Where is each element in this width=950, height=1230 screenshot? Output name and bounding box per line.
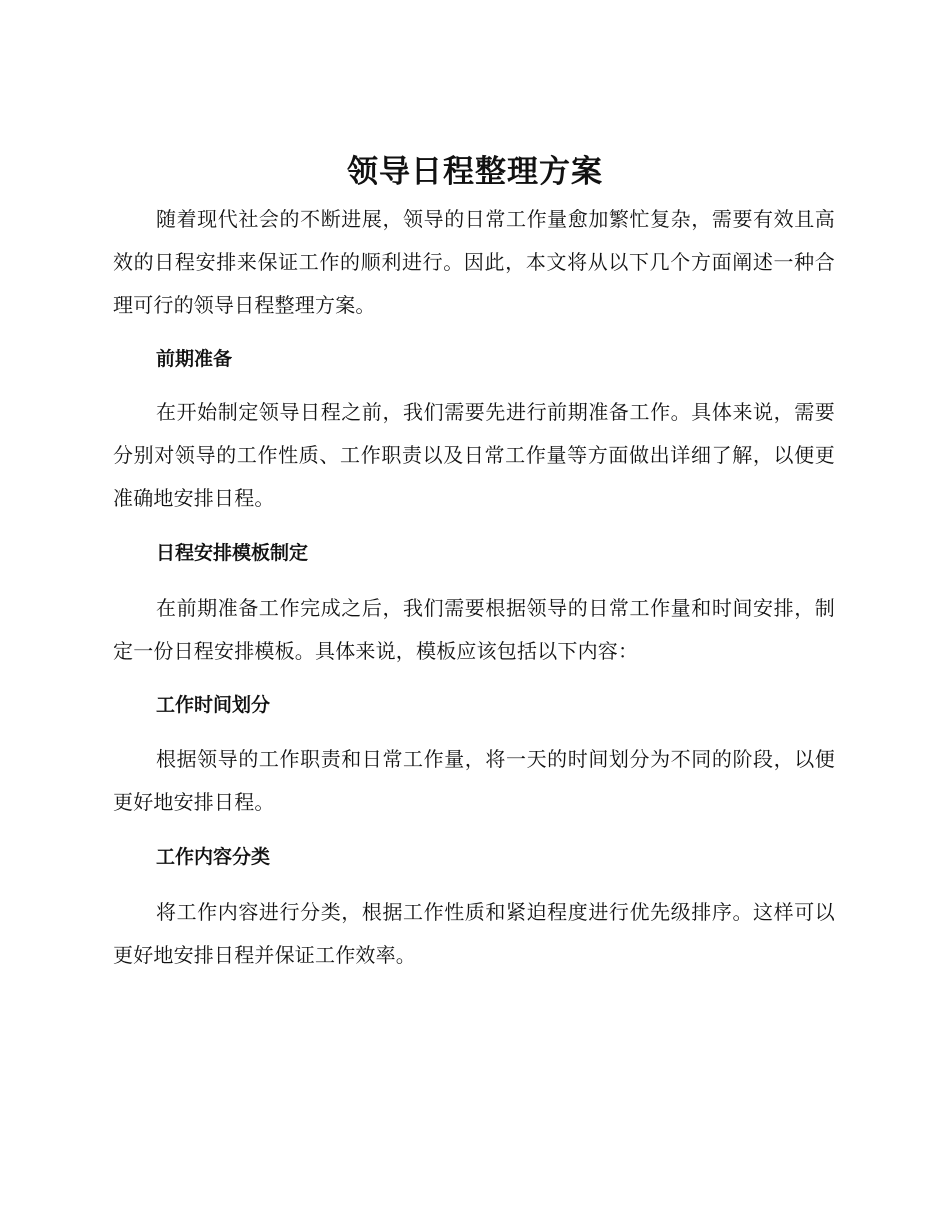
section-body-template: 在前期准备工作完成之后，我们需要根据领导的日常工作量和时间安排，制定一份日程安排模板。具体来说，模板应该包括以下内容： bbox=[113, 596, 835, 663]
section-body-preparation: 在开始制定领导日程之前，我们需要先进行前期准备工作。具体来说，需要分别对领导的工作性质、工作职责以及日常工作量等方面做出详细了解，以便更准确地安排日程。 bbox=[113, 400, 835, 510]
section-body-time-division: 根据领导的工作职责和日常工作量，将一天的时间划分为不同的阶段，以便更好地安排日程。 bbox=[113, 747, 835, 814]
section-heading-time-division: 工作时间划分 bbox=[156, 694, 271, 716]
section-body-content-classification: 将工作内容进行分类，根据工作性质和紧迫程度进行优先级排序。这样可以更好地安排日程并保证工作效率。 bbox=[113, 900, 835, 967]
section-heading-template: 日程安排模板制定 bbox=[156, 542, 309, 564]
section-heading-content-classification: 工作内容分类 bbox=[156, 846, 271, 868]
document-title: 领导日程整理方案 bbox=[347, 154, 603, 190]
section-heading-preparation: 前期准备 bbox=[156, 348, 233, 370]
intro-paragraph: 随着现代社会的不断进展，领导的日常工作量愈加繁忙复杂，需要有效且高效的日程安排来保证工作的顺利进行。因此，本文将从以下几个方面阐述一种合理可行的领导日程整理方案。 bbox=[113, 207, 835, 317]
